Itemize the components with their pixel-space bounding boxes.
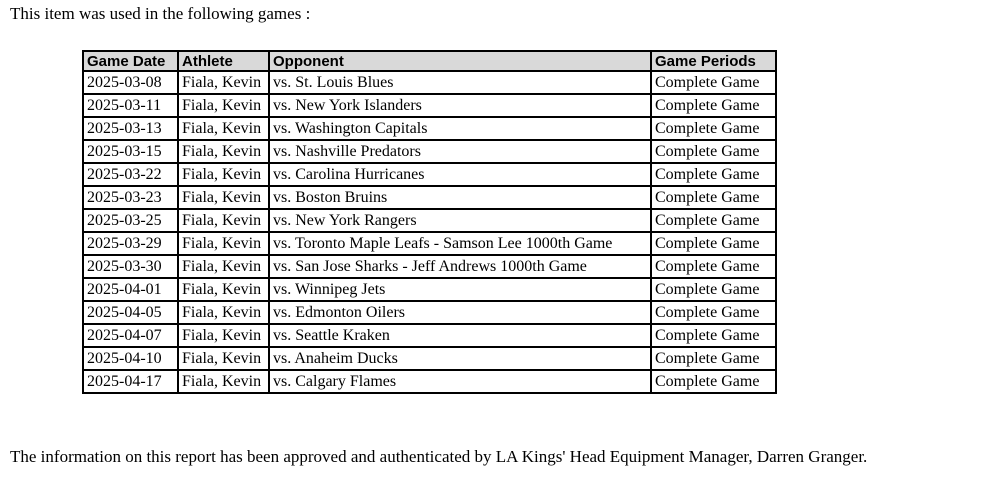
cell-game-periods: Complete Game (651, 163, 776, 186)
cell-game-date: 2025-03-22 (83, 163, 178, 186)
cell-opponent: vs. Boston Bruins (269, 186, 651, 209)
cell-opponent: vs. St. Louis Blues (269, 71, 651, 94)
cell-game-date: 2025-04-07 (83, 324, 178, 347)
cell-opponent: vs. Nashville Predators (269, 140, 651, 163)
cell-game-date: 2025-03-15 (83, 140, 178, 163)
table-row (83, 163, 776, 186)
cell-athlete: Fiala, Kevin (178, 140, 269, 163)
cell-game-date: 2025-03-13 (83, 117, 178, 140)
cell-game-periods: Complete Game (651, 140, 776, 163)
table-row (83, 232, 776, 255)
cell-athlete: Fiala, Kevin (178, 301, 269, 324)
cell-opponent: vs. Edmonton Oilers (269, 301, 651, 324)
table-row (83, 301, 776, 324)
cell-game-periods: Complete Game (651, 301, 776, 324)
table-row (83, 71, 776, 94)
table-header-row (83, 51, 776, 71)
cell-athlete: Fiala, Kevin (178, 94, 269, 117)
cell-game-periods: Complete Game (651, 71, 776, 94)
column-header-game-periods: Game Periods (651, 51, 776, 71)
cell-game-date: 2025-03-25 (83, 209, 178, 232)
cell-game-periods: Complete Game (651, 347, 776, 370)
cell-opponent: vs. San Jose Sharks - Jeff Andrews 1000th Game (269, 255, 651, 278)
cell-game-date: 2025-03-23 (83, 186, 178, 209)
cell-athlete: Fiala, Kevin (178, 255, 269, 278)
cell-athlete: Fiala, Kevin (178, 232, 269, 255)
table-row (83, 140, 776, 163)
cell-opponent: vs. Carolina Hurricanes (269, 163, 651, 186)
table-row (83, 347, 776, 370)
cell-athlete: Fiala, Kevin (178, 347, 269, 370)
cell-game-date: 2025-04-01 (83, 278, 178, 301)
intro-text: This item was used in the following games : (10, 4, 311, 23)
cell-opponent: vs. Washington Capitals (269, 117, 651, 140)
cell-opponent: vs. Seattle Kraken (269, 324, 651, 347)
table-row (83, 186, 776, 209)
table-row (83, 324, 776, 347)
games-table (82, 50, 777, 394)
cell-opponent: vs. New York Islanders (269, 94, 651, 117)
cell-game-date: 2025-03-08 (83, 71, 178, 94)
table-row (83, 117, 776, 140)
cell-opponent: vs. Winnipeg Jets (269, 278, 651, 301)
cell-game-periods: Complete Game (651, 209, 776, 232)
cell-athlete: Fiala, Kevin (178, 324, 269, 347)
column-header-opponent: Opponent (269, 51, 651, 71)
cell-athlete: Fiala, Kevin (178, 186, 269, 209)
cell-opponent: vs. New York Rangers (269, 209, 651, 232)
cell-game-periods: Complete Game (651, 117, 776, 140)
cell-opponent: vs. Calgary Flames (269, 370, 651, 393)
table-row (83, 209, 776, 232)
cell-game-periods: Complete Game (651, 94, 776, 117)
cell-game-date: 2025-04-10 (83, 347, 178, 370)
cell-game-date: 2025-03-30 (83, 255, 178, 278)
cell-athlete: Fiala, Kevin (178, 71, 269, 94)
cell-athlete: Fiala, Kevin (178, 209, 269, 232)
cell-athlete: Fiala, Kevin (178, 278, 269, 301)
cell-game-date: 2025-03-11 (83, 94, 178, 117)
cell-game-periods: Complete Game (651, 278, 776, 301)
cell-game-periods: Complete Game (651, 370, 776, 393)
cell-game-date: 2025-03-29 (83, 232, 178, 255)
cell-game-periods: Complete Game (651, 324, 776, 347)
cell-game-periods: Complete Game (651, 255, 776, 278)
column-header-athlete: Athlete (178, 51, 269, 71)
table-body (83, 71, 776, 393)
cell-game-periods: Complete Game (651, 186, 776, 209)
cell-athlete: Fiala, Kevin (178, 163, 269, 186)
table-row (83, 278, 776, 301)
cell-game-date: 2025-04-05 (83, 301, 178, 324)
table-row (83, 255, 776, 278)
cell-athlete: Fiala, Kevin (178, 370, 269, 393)
cell-opponent: vs. Toronto Maple Leafs - Samson Lee 1000th Game (269, 232, 651, 255)
column-header-game-date: Game Date (83, 51, 178, 71)
cell-athlete: Fiala, Kevin (178, 117, 269, 140)
cell-game-periods: Complete Game (651, 232, 776, 255)
table-row (83, 94, 776, 117)
cell-opponent: vs. Anaheim Ducks (269, 347, 651, 370)
footer-authentication-text: The information on this report has been approved and authenticated by LA Kings' Head Equipment Manager, Darren Granger. (10, 447, 868, 466)
cell-game-date: 2025-04-17 (83, 370, 178, 393)
table-row (83, 370, 776, 393)
